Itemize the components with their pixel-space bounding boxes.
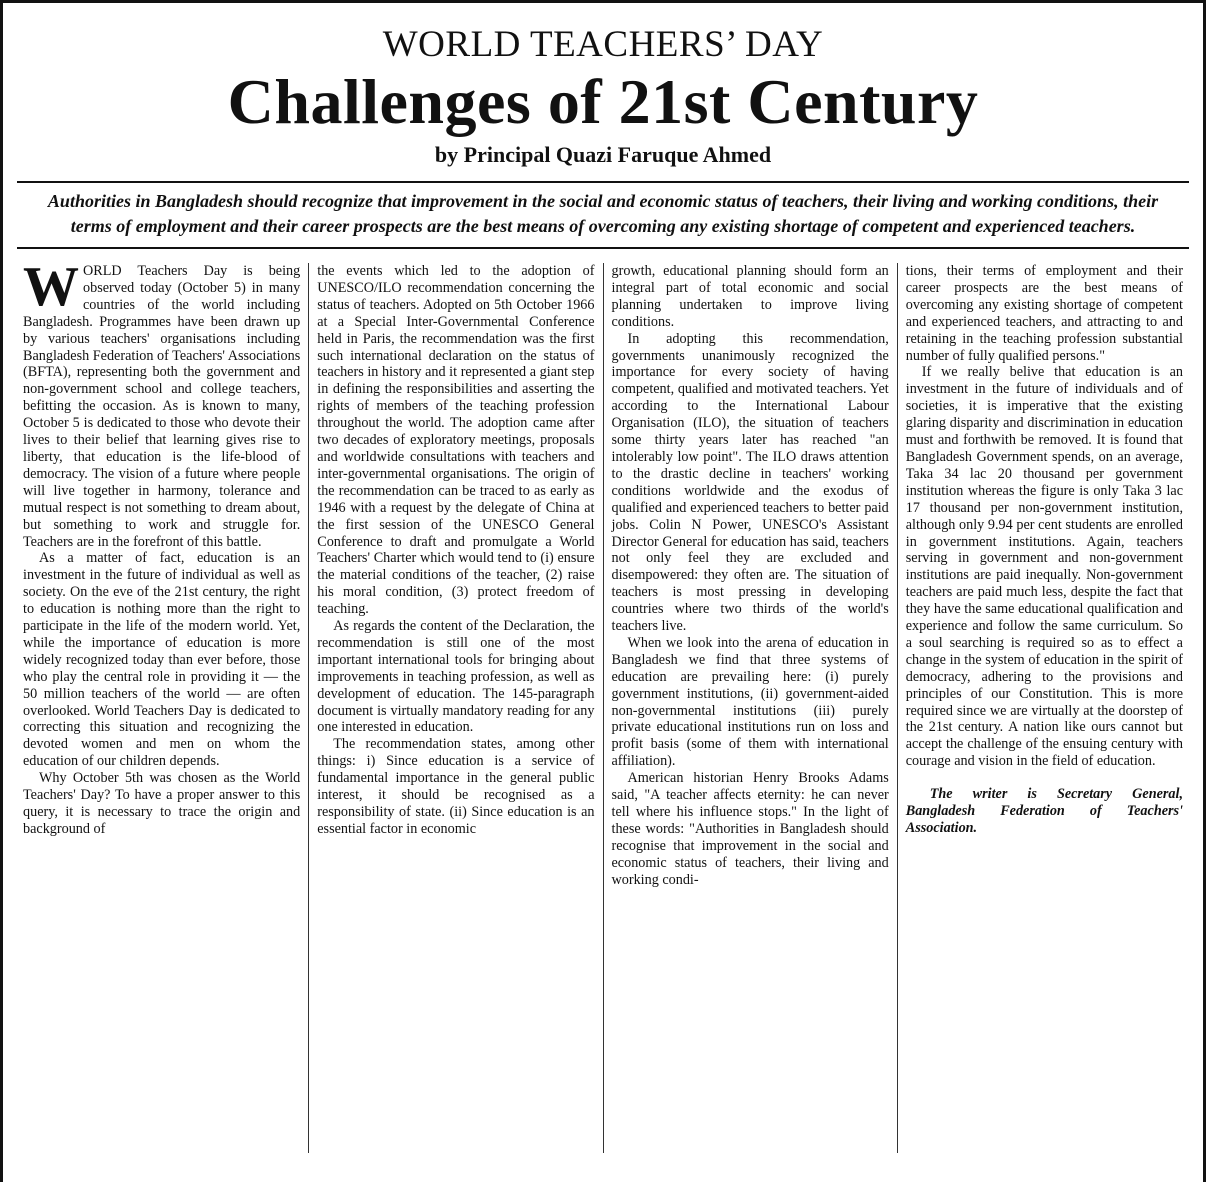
paragraph-text: Teachers Day is being observed today (October 5) in many countries of the world including Bangladesh. Programmes have been drawn up by various teachers' organisations including Bangladesh Federation of Teachers' Associations (BFTA), representing both the government and non-government school and college teachers, befitting the occasion. As is known to many, October 5 is dedicated to those who devote their lives to their belief that learning gives rise to liberty, that education is the life-blood of democracy. The vision of a future where people will live together in harmony, tolerance and mutual respect is not something to dream about, but something to work and struggle for. Teachers are in the forefront of this battle. [23,263,301,550]
column-4 [897,263,1191,1153]
article-byline: by Principal Quazi Faruque Ahmed [434,142,772,167]
article-headline: Challenges of 21st Century [227,66,979,137]
drop-cap: W [23,263,79,318]
top-divider [17,181,1189,183]
paragraph: The recommendation states, among other things: i) Since education is a service of fundamental importance in the general public interest, it should be recognised as a responsibility of state. (ii) Since education is an essential factor in economic [317,736,595,837]
paragraph: As a matter of fact, education is an investment in the future of individual as well as society. On the eve of the 21st century, the right to education is nothing more than the right to participate in the life of the modern world. Yet, while the importance of education is more widely recognized today than ever before, those who play the central role in providing it — the 50 million teachers of the world — are often overlooked. World Teachers Day is dedicated to correcting this situation and recognizing the devoted women and men on whom the education of our children depends. [23,550,301,770]
article-columns [15,263,1191,1153]
paragraph: American historian Henry Brooks Adams said, "A teacher affects eternity: he can never tell where his influence stops." In the light of these words: "Authorities in Bangladesh should recognise that improvement in the social and economic status of teachers, their living and working condi- [611,770,889,888]
column-2 [308,263,602,1153]
column-1 [15,263,308,1153]
paragraph: When we look into the arena of education in Bangladesh we find that three systems of education are prevailing here: (i) purely government institutions, (ii) government-aided non-governmental institutions (iii) purely private educational institutions run on loss and profit basis (some of them with international affiliation). [611,634,889,770]
article-kicker: WORLD TEACHERS’ DAY [382,24,824,65]
deck-divider [17,247,1189,249]
paragraph [23,263,300,550]
paragraph: tions, their terms of employment and their career prospects are the best means of overcoming any existing shortage of competent and experienced teachers, and attracting to and retaining in the teaching profession substantial number of fully qualified persons." [905,263,1183,364]
article-deck: Authorities in Bangladesh should recognize that improvement in the social and economic status of teachers, their living and working conditions, their terms of employment and their career prospects are the best means of overcoming any existing shortage of competent and experienced teachers. [47,191,1159,236]
paragraph: As regards the content of the Declaration, the recommendation is still one of the most important international tools for bringing about improvements in teaching profession, as well as development of education. The 145-paragraph document is virtually mandatory reading for any one interested in education. [317,618,595,736]
column-3 [603,263,897,1153]
paragraph: Why October 5th was chosen as the World Teachers' Day? To have a proper answer to this query, it is necessary to trace the origin and background of [23,770,301,837]
paragraph: If we really belive that education is an investment in the future of individuals and of societies, it is imperative that the existing glaring disparity and discrimination in education must and forthwith be removed. It is found that Bangladesh Government spends, on an average, Taka 34 lac 20 thousand per government institution whereas the figure is only Taka 3 lac 17 thousand per non-government institution, although only 9.94 per cent students are enrolled in government institutions. Again, teachers serving in government and non-government institutions are paid inequally. Non-government teachers are paid much less, despite the fact that they have the same educational qualification and experience and follow the same curriculum. So a soul searching is required so as to effect a change in the system of education in the spirit of democracy, adhering to the provisions and principles of our Constitution. This is more required since we are virtually at the doorstep of the 21st century. A nation like ours cannot but accept the challenge of the ensuing century with courage and vision in the field of education. [905,364,1183,770]
paragraph: the events which led to the adoption of UNESCO/ILO recommendation concerning the status of teachers. Adopted on 5th October 1966 at a Special Inter-Governmental Conference held in Paris, the recommendation was the first such international declaration on the status of teachers in history and it represented a giant step in defining the responsibilities and asserting the rights of members of the teaching profession throughout the world. The adoption came after two decades of exploratory meetings, proposals and worldwide consultations with teachers and inter-governmental organisations. The origin of the recommendation can be traced to as early as 1946 with a request by the delegate of China at the first session of the UNESCO General Conference to draft and promulgate a World Teachers' Charter which would tend to (i) ensure the material conditions of the teacher, (2) raise his moral condition, (3) protect freedom of teaching. [317,263,595,618]
paragraph: growth, educational planning should form an integral part of total economic and social planning undertaken to improve living conditions. [611,263,889,330]
paragraph: In adopting this recommendation, governments unanimously recognized the importance for every society of having competent, qualified and motivated teachers. Yet according to the International Labour Organisation (ILO), the situation of teachers some thirty years later has reached "an intolerably low point". The ILO draws attention to the drastic decline in teachers' working conditions worldwide and the exodus of qualified and experienced teachers to better paid jobs. Colin N Power, UNESCO's Assistant Director General for education has said, teachers not only feel they are excluded and disempowered: they often are. The situation of teachers is most pressing in developing countries where two thirds of the world's teachers live. [611,330,889,635]
lead-in: ORLD [83,263,122,279]
author-credit: The writer is Secretary General, Bangladesh Federation of Teachers' Association. [905,786,1183,836]
